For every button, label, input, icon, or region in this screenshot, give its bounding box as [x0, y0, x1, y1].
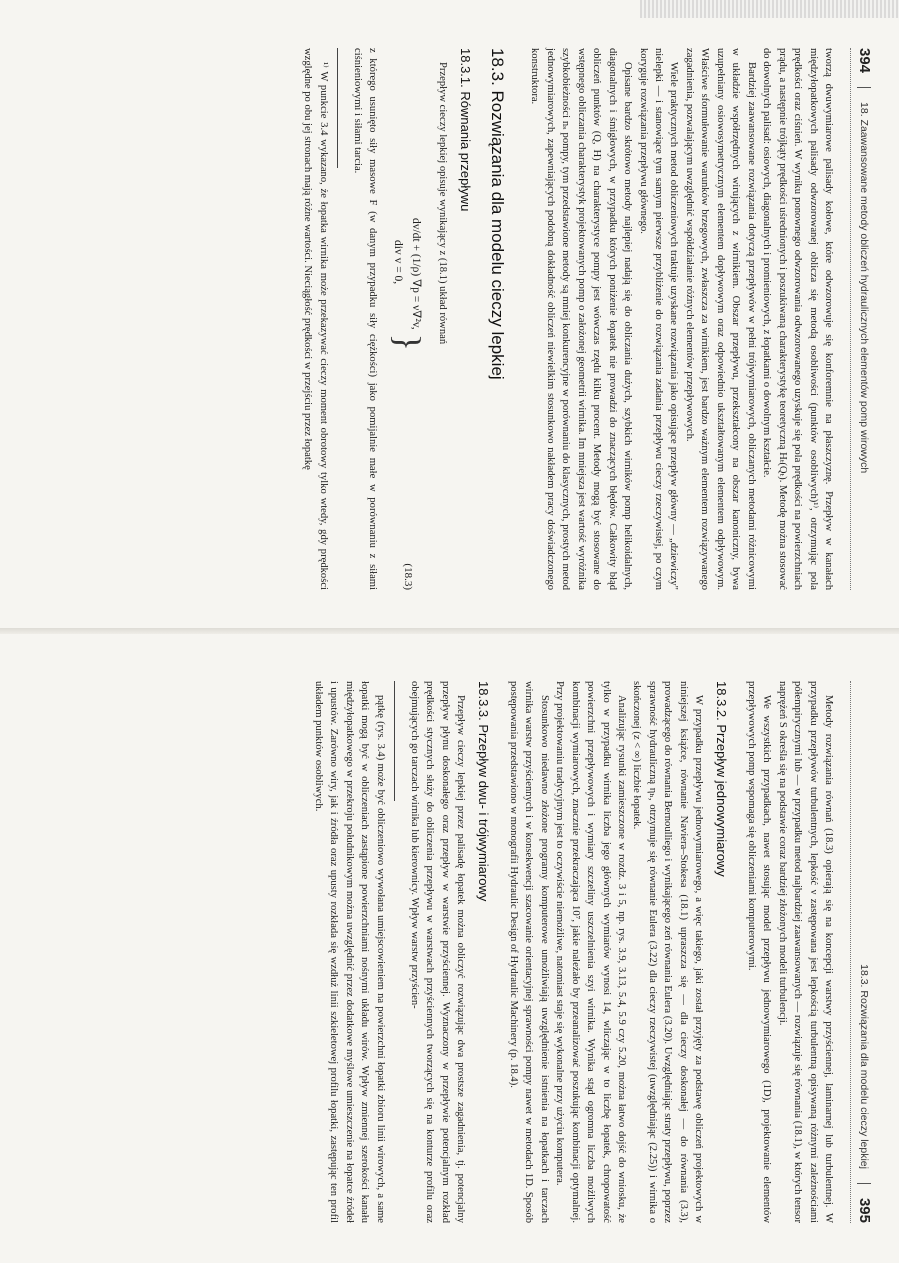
footnote: ¹⁾ W punkcie 3.4 wykazano, że łopatka wirnika może przekazywać cieczy moment obrotowy tylko wtedy, gdy prędkości względne po obu jej stronach mają różne wartości. Nieciągłość prędkości w przejściu przez łopatkę	[302, 48, 329, 590]
equation-number: (18.3)	[402, 563, 415, 590]
divider	[858, 1183, 872, 1184]
paragraph: Wiele praktycznych metod obliczeniowych traktuje uzyskane rozwiązania jako opisujące przepływ główny — „dziewiczy" nielepki — i stanowiące tym samym pierwsze przybliżenie do rozwiązania zadania przepływu cieczy rzeczywistej, po czym koryguje rozwiązania przepływu głównego.	[637, 48, 680, 590]
paragraph: Metody rozwiązania równań (18.3) opierają się na koncepcji warstwy przyściennej, laminarnej lub turbulentnej. W przypadku przepływów turbulentnych, lepkość ν zastępowana jest lepkością turbulentną opisywaną różnymi zależnościami półempirycznymi lub — w przypadku metod najbardziej zaawansowanych — rozwiązuje się równania (18.1), w których tensor naprężeń S określa się na podstawie coraz bardziej złożonych modeli turbulencji.	[776, 681, 834, 1223]
page-394	[0, 0, 899, 630]
paragraph: Stosunkowo niedawno złożone programy komputerowe umożliwiają uwzględnienie istnienia na łopatkach i tarczach wirnika warstw przyściennych i w konsekwencji szacowanie orientacyjnej sprawności pompy nawet w metodach 1D. Sposób postępowania przedstawiono w monografii Hydraulic Design of Hydraulic Machinery (p. 18.4).	[507, 681, 550, 1223]
body-text	[310, 681, 836, 1223]
running-head	[850, 681, 873, 1223]
paragraph: Przepływ cieczy lepkiej przez palisadę łopatek można obliczyć rozwiązując dwa prostsze zagadnienia, tj. potencjalny przepływ płynu doskonałego oraz przepływ w warstwie przyściennej. Wyznaczony w przepływie potencjalnym rozkład prędkości stycznych służy do obliczenia przepływu w warstwach przyściennych tworzących się na konturze profilu oraz obejmujących go tarczach wirnika lub kierownicy. Wpływ warstw przyścien-	[409, 681, 467, 1223]
body-text	[300, 48, 836, 590]
footnote: pątkę (rys. 3.4) może być obliczeniowo wywołana umiejscowieniem na powierzchni łopatki zbioru linii wirowych, a same łopatki mogą być w obliczeniach zastąpione powierzchniami nośnymi układu wirów. Wpływ zmiennej szerokości kanału międzyłopatkowego w przekroju południkowym można uwzględnić przez dodatkowe myślowe umieszczenie na łopatce źródeł i upustów. Zarówno wiry, jak i źródła oraz upusty rozkłada się wzdłuż linii szkieletowej profilu łopatki, zastępując ten profil układem punktów osobliwych.	[312, 681, 386, 1223]
brace: }	[388, 333, 429, 351]
paragraph: z którego usunięto siły masowe F (w danym przypadku siły ciężkości) jako pomijalnie małe w porównaniu z siłami ciśnieniowymi i siłami tarcia.	[352, 48, 379, 590]
equation-line: div v = 0,	[392, 240, 405, 285]
paragraph: tworzą dwuwymiarowe palisady kołowe, które odwzorowuje się konforemnie na płaszczyznę. Przepływ w kanałach międzyłopatkowych palisady odwzorowanej oblicza się metodą osobliwości (punktów osobliwych)¹⁾, otrzymując pola prędkości oraz ciśnień. W wyniku ponownego odwzorowania odwzorowanego uzyskuje się pola prędkości na powierzchniach prądu, a następnie trójkąty prędkości uśrednionych i poszukiwaną charakterystykę teoretyczną Hₜ(Qₜ). Metodę można stosować do dowolnych palisad: osiowych, diagonalnych i promieniowych, z łopatkami o dowolnym kształcie.	[761, 48, 834, 590]
page-number: 395	[856, 1197, 873, 1223]
equation-line: dv/dt + (1/ρ) ∇p = ν∇²v,	[410, 218, 423, 330]
running-head-title: 18. Zaawansowane metody obliczeń hydraulicznych elementów pomp wirowych	[858, 102, 871, 474]
subsection-title: 18.3.1. Równania przepływu	[457, 48, 473, 212]
subsection-title: 18.3.2. Przepływ jednowymiarowy	[714, 681, 730, 877]
footnote-rule	[337, 48, 338, 168]
page-395	[0, 633, 899, 1263]
running-head	[850, 48, 873, 590]
paragraph: We wszystkich przypadkach, nawet stosując model przepływu jednowymiarowego (1D), projektowanie elementów przepływowych pomp wspomaga się obliczeniami komputerowymi.	[745, 681, 773, 1223]
divider	[858, 87, 872, 88]
paragraph: Analizując rysunki zamieszczone w rozdz. 3 i 5, np. rys. 3.9, 3.13, 5.4, 5.9 czy 5.20, można łatwo dojść do wniosku, że tylko w przypadku wirnika liczba jego głównych wymiarów wynosi 14, wliczając w to liczbę łopatek, chropowatość powierzchni przepływowych i wymiary szczeliny uszczelnienia szyi wirnika. Wynika stąd ogromna liczba możliwych kombinacji wymiarowych, znacznie przekraczająca 10⁷, jakie należało by przeanalizować poszukując kombinacji optymalnej. Przy projektowaniu tradycyjnym jest to oczywiście niemożliwe, natomiast staje się wykonalne przy użyciu komputera.	[554, 681, 628, 1223]
paragraph: W przypadku przepływu jednowymiarowego, a więc takiego, jaki został przyjęty za podstawę obliczeń projektowych w niniejszej książce, równanie Naviera–Stokesa (18.1) upraszcza się — dla cieczy doskonałej — do równania (3.3), prowadzącego do równania Bernoulliego i wynikającego zeń równania Eulera (3.20). Uwzględniając straty przepływu, poprzez sprawność hydrauliczną ηₕ, otrzymuje się równanie Eulera (3.22) dla cieczy rzeczywistej (uwzględniając (2.25)) i wirnika o skończonej (z < ∞) liczbie łopatek.	[631, 681, 705, 1223]
paragraph: Bardziej zaawansowane rozwiązania dotyczą przepływów w pełni trójwymiarowych, obliczanych metodami różnicowymi w układzie współrzędnych wirujących z wirnikiem. Obszar przepływu, przekształcony na obszar kanoniczny, bywa uzupełniany osiowosymetrycznym elementem dopływowym oraz odpowiednio ukształtowanym elementem odpływowym. Właściwe sformułowanie warunków brzegowych, zwłaszcza za wirnikiem, jest bardzo ważnym elementem rozwiązywanego zagadnienia, pozwalającym uwzględnić współdziałanie różnych elementów przepływowych.	[683, 48, 757, 590]
section-title: 18.3. Rozwiązania dla modelu cieczy lepkiej	[487, 48, 507, 380]
equation-18-3	[388, 48, 429, 590]
footnote-rule	[394, 681, 395, 801]
subsection-title: 18.3.3. Przepływ dwu- i trójwymiarowy	[476, 681, 492, 902]
paragraph: Opisane bardzo skrótowo metody najlepiej nadają się do obliczania dużych, szybkich wirników pomp helikoidalnych, diagonalnych i śmigłowych, w przypadku których poniżenie łopatek nie prowadzi do znaczących błędów. Całkowity błąd obliczeń punktów (Q, H) na charakterystyce pompy jest wówczas rzędu kilku procent. Metody mogą być stosowane do wstępnego obliczania charakterystyk projektowanych pomp o założonej geometrii wirnika. Im mniejsza jest wartość wyróżnika szybkobieżności nₛ pompy, tym przedstawione metody są mniej konkurencyjne w porównaniu do klasycznych, prostych metod jednowymiarowych, zapewniających podobną dokładność obliczeń niewielkim stosunkowo nakładem pracy doświadczonego konstruktora.	[529, 48, 634, 590]
page-number: 394	[856, 48, 873, 74]
running-head-title: 18.3. Rozwiązania dla modelu cieczy lepkiej	[858, 964, 871, 1169]
paragraph: Przepływ cieczy lepkiej opisuje wynikający z (18.1) układ równań	[436, 62, 448, 345]
